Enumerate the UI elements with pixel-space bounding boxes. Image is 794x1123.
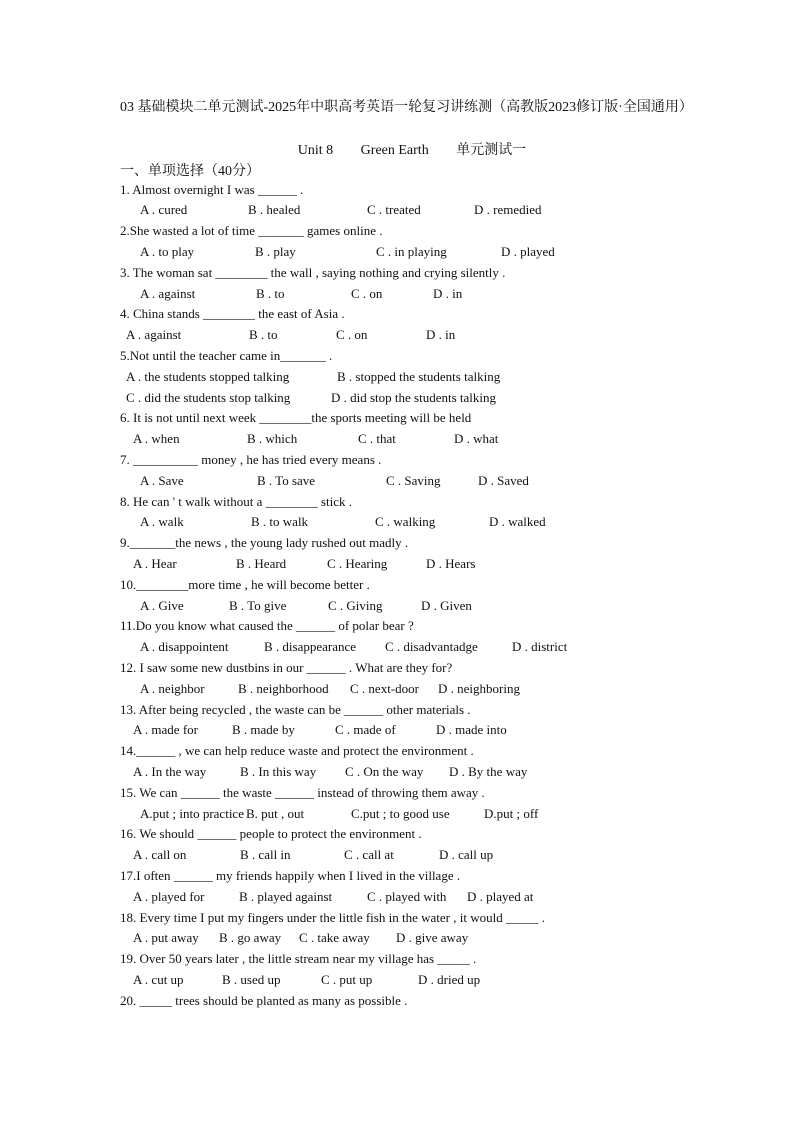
answer-option: D . By the way [449, 764, 528, 779]
answer-option: B . used up [222, 972, 281, 987]
answer-option: C . walking [375, 514, 436, 529]
answer-option: B . to [249, 327, 278, 342]
answer-option: D . neighboring [438, 681, 520, 696]
answer-option: D . played [501, 244, 555, 259]
answer-option: B . played against [239, 889, 333, 904]
answer-option: D . walked [489, 514, 546, 529]
question-stem: 12. I saw some new dustbins in our ______ . What are they for? [120, 660, 453, 675]
answer-option: C . Giving [328, 598, 383, 613]
question-stem: 13. After being recycled , the waste can be ______ other materials . [120, 702, 471, 717]
answer-option: D . dried up [418, 972, 481, 987]
answer-option: A . disappointent [140, 639, 229, 654]
answer-option: C . call at [344, 847, 394, 862]
question-stem: 3. The woman sat ________ the wall , saying nothing and crying silently . [120, 265, 506, 280]
question-stem: 20. _____ trees should be planted as many as possible . [120, 993, 408, 1008]
question-stem: 14.______ , we can help reduce waste and protect the environment . [120, 743, 474, 758]
answer-option: D . in [426, 327, 456, 342]
answer-option: A . the students stopped talking [126, 369, 290, 384]
answer-option: B . go away [219, 930, 282, 945]
answer-option: C . Saving [386, 473, 441, 488]
answer-option: D . give away [396, 930, 469, 945]
answer-option: C . On the way [345, 764, 424, 779]
question-stem: 9._______the news , the young lady rushed out madly . [120, 535, 409, 550]
answer-option: D . made into [436, 722, 507, 737]
answer-option: C . disadvantadge [385, 639, 478, 654]
question-stem: 16. We should ______ people to protect the environment . [120, 826, 422, 841]
answer-option: A . against [126, 327, 182, 342]
answer-option: B . neighborhood [238, 681, 329, 696]
unit-number: Unit 8 [297, 143, 334, 158]
question-stem: 11.Do you know what caused the ______ of polar bear ? [120, 618, 414, 633]
answer-option: C . played with [367, 889, 447, 904]
answer-option: D . in [433, 286, 463, 301]
answer-option: D . district [512, 639, 568, 654]
question-stem: 7. __________ money , he has tried every means . [120, 452, 382, 467]
answer-option: B . to walk [251, 514, 309, 529]
answer-option: D.put ; off [484, 806, 539, 821]
answer-option: C . treated [367, 202, 421, 217]
answer-option: B . which [247, 431, 298, 446]
answer-option: C . made of [335, 722, 396, 737]
test-label: 单元测试一 [456, 143, 527, 158]
answer-option: A . against [140, 286, 196, 301]
answer-option: A . put away [133, 930, 199, 945]
answer-option: C . did the students stop talking [126, 390, 291, 405]
question-stem: 5.Not until the teacher came in_______ . [120, 348, 333, 363]
answer-option: B . To give [229, 598, 287, 613]
answer-option: C . in playing [376, 244, 447, 259]
answer-option: D . did stop the students talking [331, 390, 497, 405]
answer-option: A . Give [140, 598, 184, 613]
answer-option: D . played at [467, 889, 534, 904]
answer-option: D . what [454, 431, 499, 446]
answer-option: D . call up [439, 847, 494, 862]
answer-option: C . that [358, 431, 396, 446]
answer-option: C . take away [299, 930, 370, 945]
answer-option: B . play [255, 244, 296, 259]
answer-option: A . played for [133, 889, 205, 904]
answer-option: C . put up [321, 972, 373, 987]
question-stem: 1. Almost overnight I was ______ . [120, 182, 304, 197]
answer-option: A . call on [133, 847, 187, 862]
answer-option: C.put ; to good use [351, 806, 450, 821]
question-stem: 19. Over 50 years later , the little stream near my village has _____ . [120, 951, 477, 966]
answer-option: B . call in [240, 847, 291, 862]
answer-option: B . Heard [236, 556, 287, 571]
answer-option: A . neighbor [140, 681, 205, 696]
answer-option: B . to [256, 286, 285, 301]
answer-option: D . Saved [478, 473, 529, 488]
question-stem: 15. We can ______ the waste ______ instead of throwing them away . [120, 785, 485, 800]
answer-option: C . on [351, 286, 383, 301]
answer-option: B . In this way [240, 764, 317, 779]
answer-option: C . Hearing [327, 556, 388, 571]
answer-option: C . on [336, 327, 368, 342]
answer-option: D . Given [421, 598, 472, 613]
answer-option: B . stopped the students talking [337, 369, 501, 384]
question-stem: 2.She wasted a lot of time _______ games online . [120, 223, 383, 238]
question-stem: 4. China stands ________ the east of Asia . [120, 306, 345, 321]
question-stem: 17.I often ______ my friends happily when I lived in the village . [120, 868, 461, 883]
answer-option: A . cured [140, 202, 188, 217]
answer-option: A . Hear [133, 556, 177, 571]
answer-option: B . disappearance [264, 639, 357, 654]
answer-option: B . made by [232, 722, 295, 737]
unit-subtitle [0, 139, 794, 159]
answer-option: A . In the way [133, 764, 207, 779]
answer-option: A . cut up [133, 972, 184, 987]
answer-option: A . to play [140, 244, 195, 259]
answer-option: A.put ; into practice [140, 806, 244, 821]
section-heading: 一、单项选择（40分） [120, 164, 260, 179]
answer-option: A . made for [133, 722, 198, 737]
question-stem: 10.________more time , he will become better . [120, 577, 370, 592]
document-title: 03 基础模块二单元测试-2025年中职高考英语一轮复习讲练测（高教版2023修订版·全国通用） [120, 100, 693, 115]
answer-option: A . Save [140, 473, 184, 488]
question-stem: 8. He can ' t walk without a ________ stick . [120, 494, 352, 509]
answer-option: B. put , out [246, 806, 305, 821]
unit-topic: Green Earth [360, 143, 429, 158]
answer-option: A . when [133, 431, 180, 446]
answer-option: B . To save [257, 473, 316, 488]
answer-option: B . healed [248, 202, 301, 217]
answer-option: D . remedied [474, 202, 542, 217]
answer-option: A . walk [140, 514, 184, 529]
question-stem: 18. Every time I put my fingers under the little fish in the water , it would _____ . [120, 910, 545, 925]
answer-option: C . next-door [350, 681, 419, 696]
answer-option: D . Hears [426, 556, 476, 571]
question-stem: 6. It is not until next week ________the sports meeting will be held [120, 410, 472, 425]
